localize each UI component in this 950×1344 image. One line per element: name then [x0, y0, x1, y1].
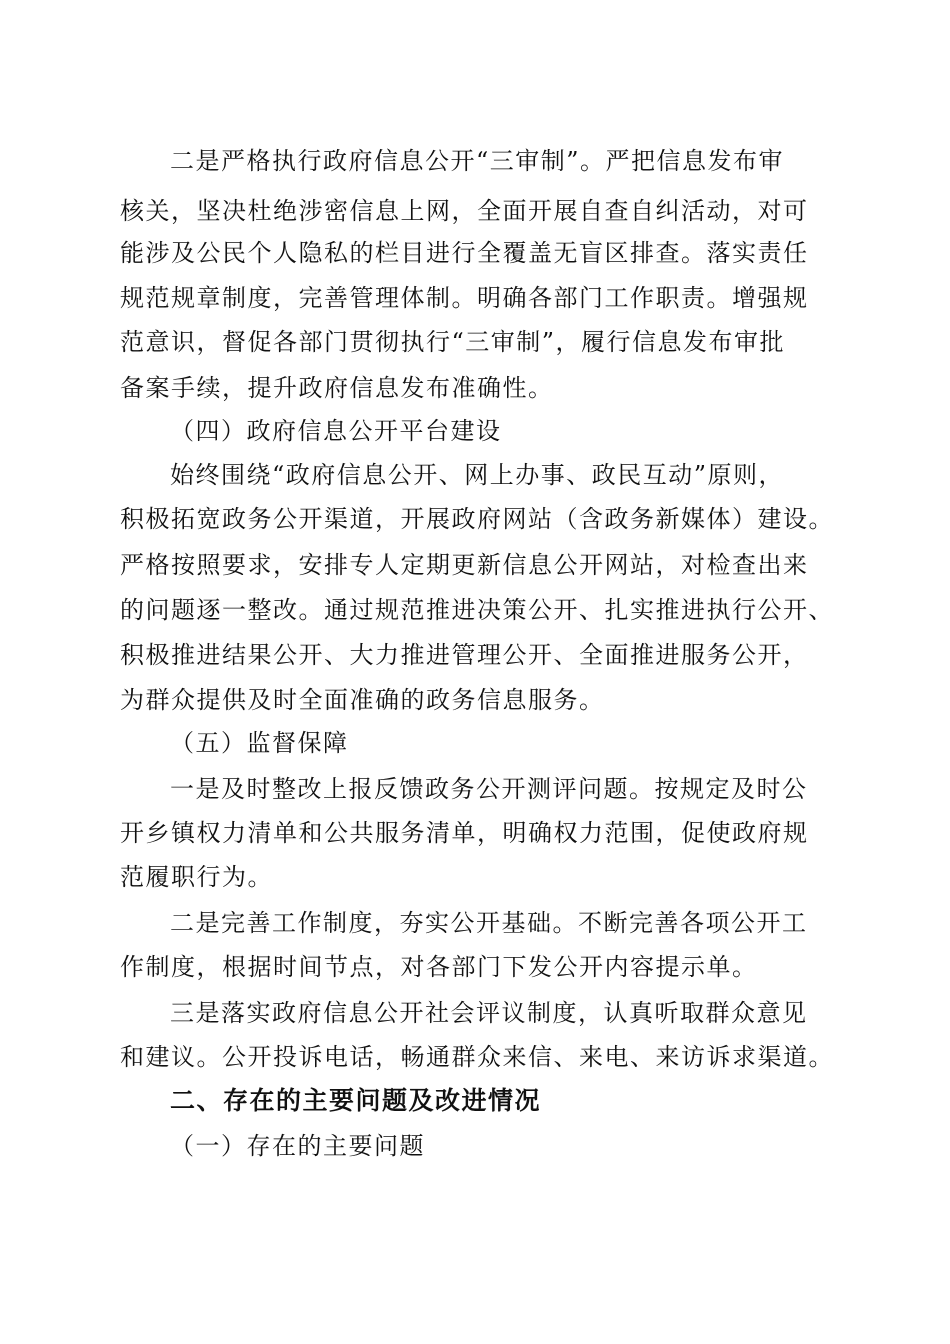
- paragraph-line: 和建议。公开投诉电话，畅通群众来信、来电、来访诉求渠道。: [120, 1043, 834, 1071]
- paragraph-line: 规范规章制度，完善管理体制。明确各部门工作职责。增强规: [120, 284, 809, 312]
- paragraph-line: 为群众提供及时全面准确的政务信息服务。: [120, 686, 605, 714]
- paragraph-line: 开乡镇权力清单和公共服务清单，明确权力范围，促使政府规: [120, 819, 809, 847]
- paragraph-line: 的问题逐一整改。通过规范推进决策公开、扎实推进执行公开、: [120, 596, 834, 624]
- paragraph-line: 备案手续，提升政府信息发布准确性。: [120, 374, 554, 402]
- paragraph-line: 能涉及公民个人隐私的栏目进行全覆盖无盲区排查。落实责任: [120, 239, 809, 267]
- paragraph-line: 作制度，根据时间节点，对各部门下发公开内容提示单。: [120, 953, 758, 981]
- paragraph-line: 二是严格执行政府信息公开“三审制”。严把信息发布审: [170, 147, 785, 175]
- paragraph-line: 范意识，督促各部门贯彻执行“三审制”，履行信息发布审批: [120, 328, 786, 356]
- section-heading-4: （四）政府信息公开平台建设: [170, 417, 502, 445]
- paragraph-line: 严格按照要求，安排专人定期更新信息公开网站，对检查出来: [120, 551, 809, 579]
- paragraph-line: 始终围绕“政府信息公开、网上办事、政民互动”原则，: [170, 461, 785, 489]
- chapter-heading-2: 二、存在的主要问题及改进情况: [170, 1086, 542, 1115]
- paragraph-line: 二是完善工作制度，夯实公开基础。不断完善各项公开工: [170, 909, 808, 937]
- section-heading-5: （五）监督保障: [170, 729, 349, 757]
- paragraph-line: 积极推进结果公开、大力推进管理公开、全面推进服务公开，: [120, 641, 809, 669]
- paragraph-line: 范履职行为。: [120, 863, 273, 891]
- paragraph-line: 核关，坚决杜绝涉密信息上网，全面开展自查自纠活动，对可: [120, 197, 809, 225]
- paragraph-line: 三是落实政府信息公开社会评议制度，认真听取群众意见: [170, 999, 808, 1027]
- paragraph-line: 积极拓宽政务公开渠道，开展政府网站（含政务新媒体）建设。: [120, 505, 834, 533]
- paragraph-line: 一是及时整改上报反馈政务公开测评问题。按规定及时公: [170, 775, 808, 803]
- section-heading-1: （一）存在的主要问题: [170, 1132, 425, 1160]
